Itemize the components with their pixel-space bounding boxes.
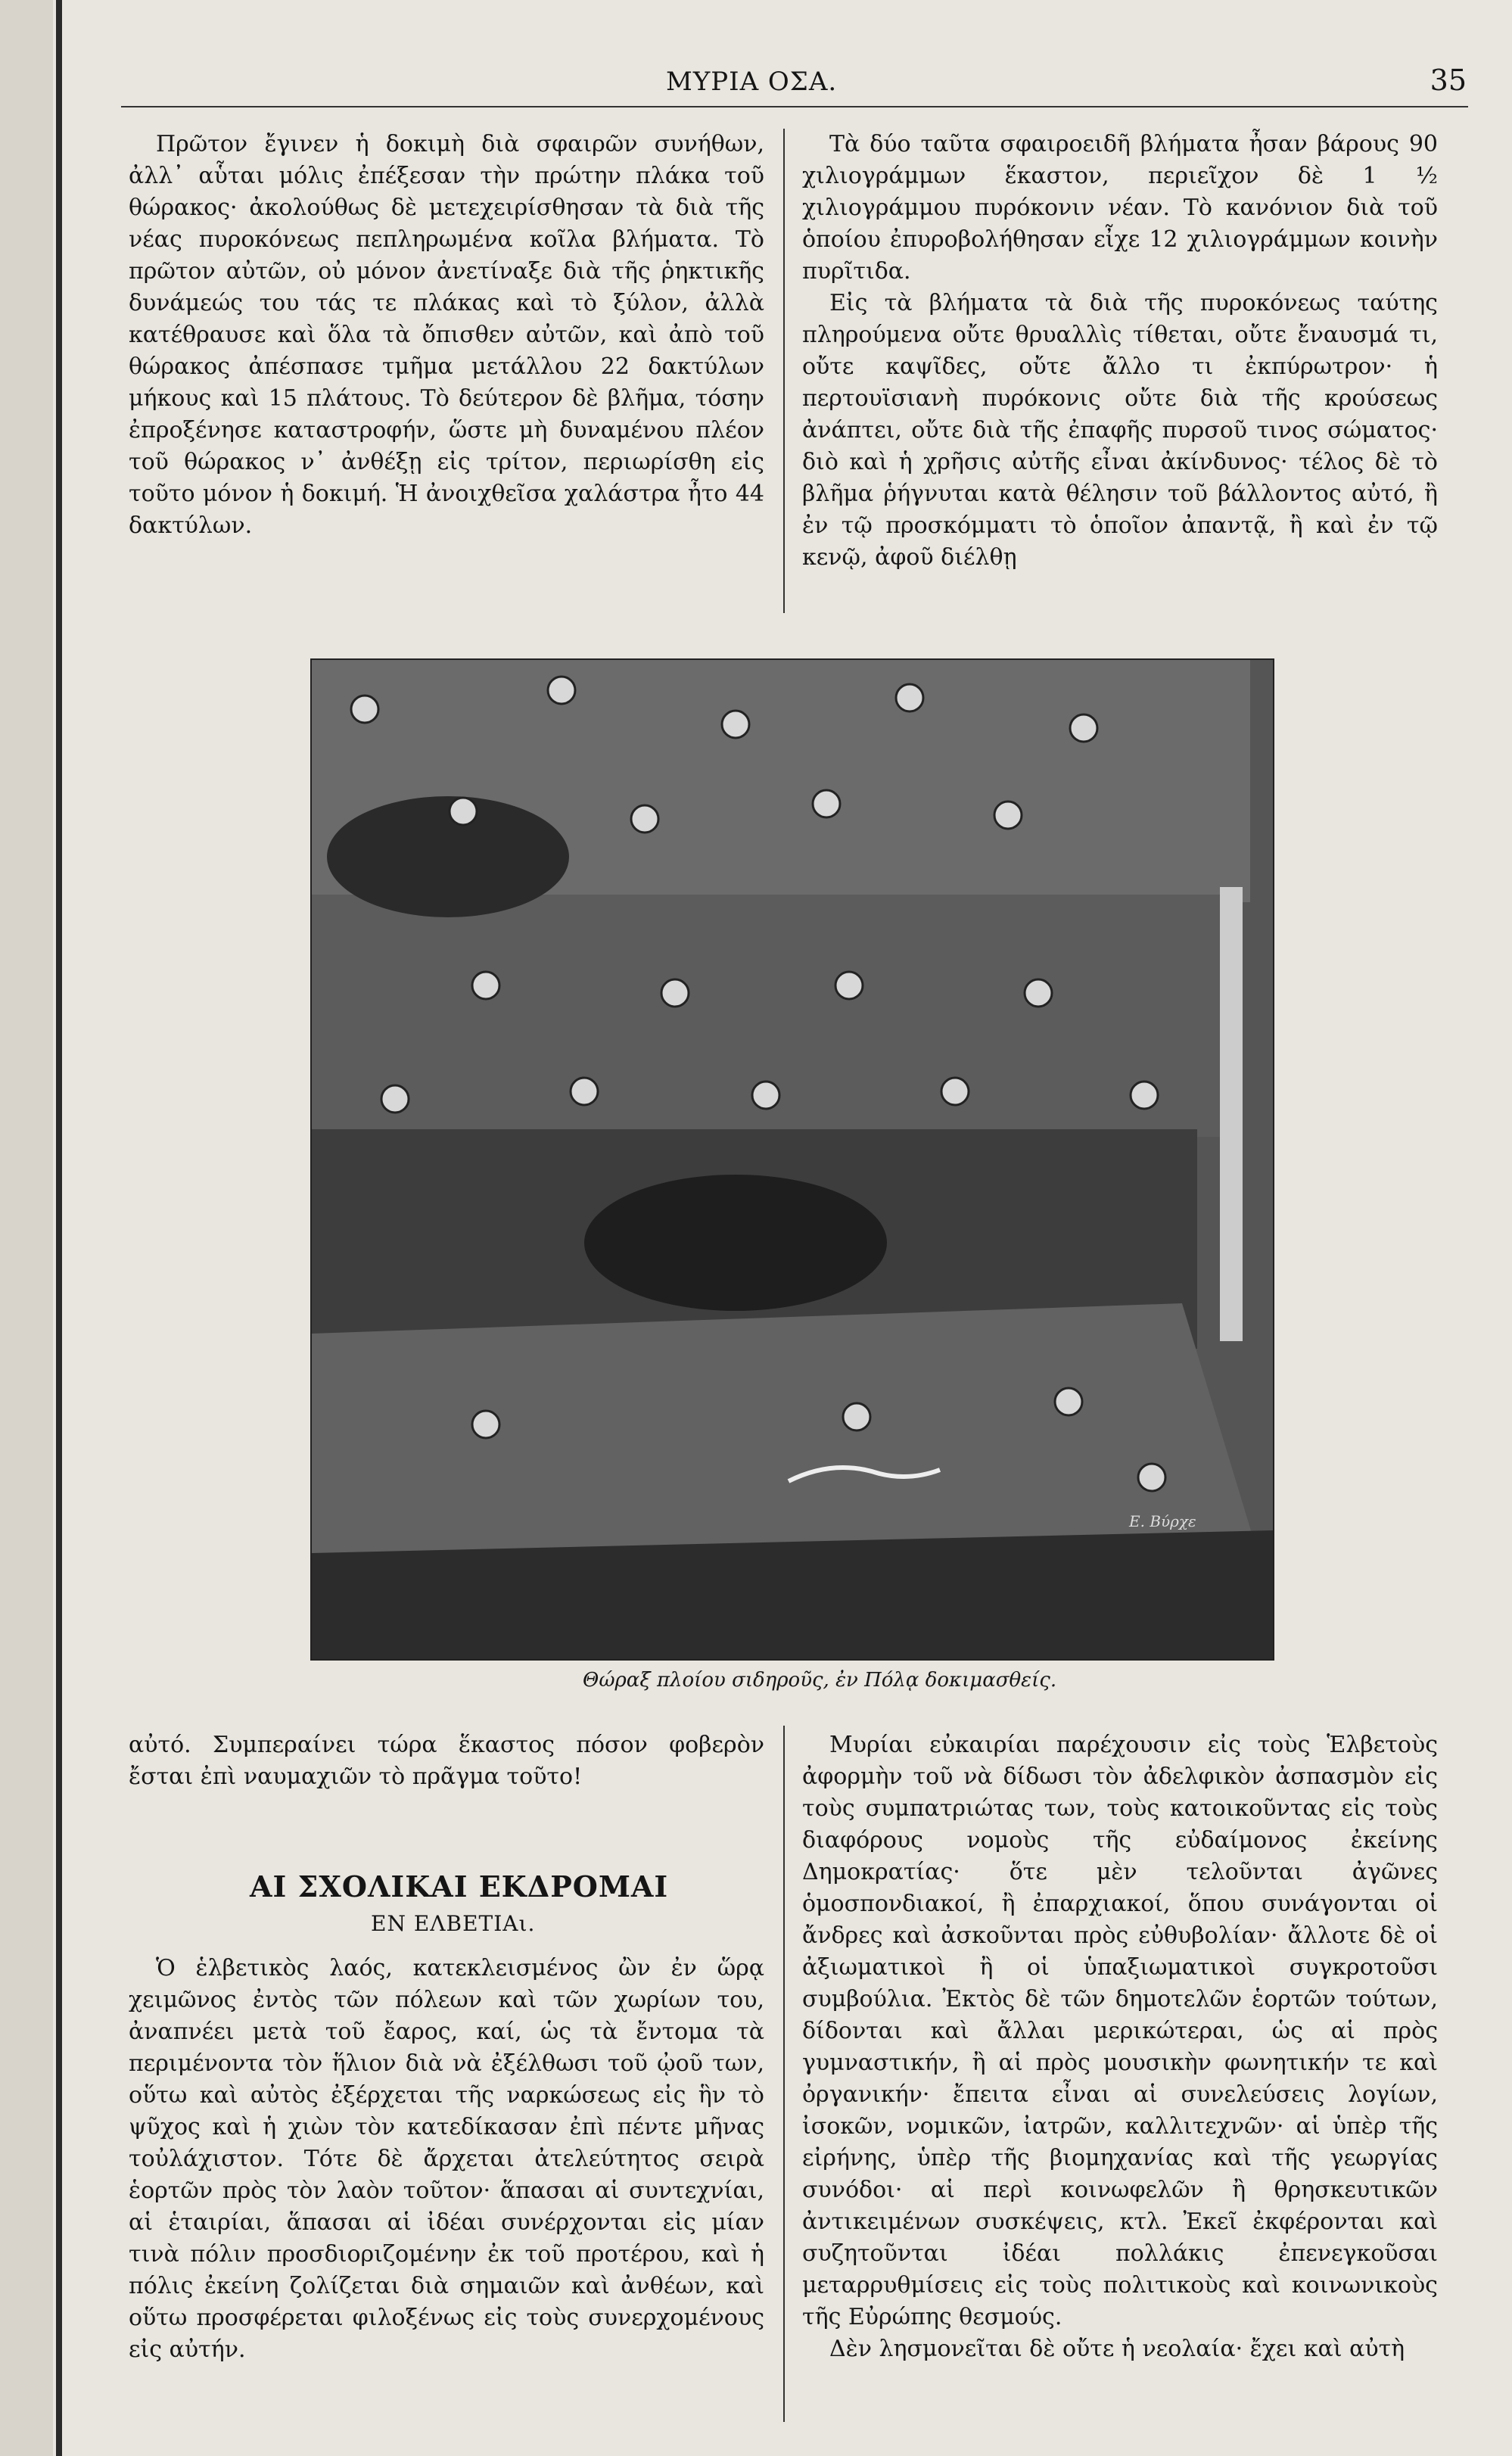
continuation-text: αὐτό. Συμπεραίνει τώρα ἕκαστος πόσον φοβερὸν ἔσται ἐπὶ ναυμαχιῶν τὸ πρᾶγμα τοῦτο! [129, 1732, 764, 1790]
broken-timber [312, 1530, 1273, 1659]
top-right-column [802, 129, 1438, 574]
article-title: ΑΙ ΣΧΟΛΙΚΑΙ ΕΚΔΡΟΜΑΙ [250, 1869, 669, 1903]
armor-plate-illustration [310, 658, 1274, 1661]
armor-plate-broken [312, 1303, 1258, 1568]
top-left-column [129, 129, 764, 542]
top-right-paragraph-2: Εἰς τὰ βλήματα τὰ διὰ τῆς πυροκόνεως ταύτης πληρούμενα οὔτε θρυαλλὶς τίθεται, οὔτε ἔναυσμά τι, οὔτε καψῖδες, οὔτε ἄλλο τι ἐκπύρωτρον· ἡ περτουϊσιανὴ πυρόκονις οὔτε διὰ τῆς κρούσεως ἀνάπτει, οὔτε διὰ τῆς ἐπαφῆς πυρσοῦ τινος σώματος· διὸ καὶ ἡ χρῆσις αὐτῆς εἶναι ἀκίνδυνος· τέλος δὲ τὸ βλῆμα ῥήγνυται κατὰ θέλησιν τοῦ βάλλοντος αὐτό, ἢ ἐν τῷ προσκόμματι τὸ ὁποῖον ἀπαντᾷ, ἢ καὶ ἐν τῷ κενῷ, ἀφοῦ διέλθῃ [802, 290, 1438, 571]
article-right-paragraph-2: Δὲν λησμονεῖται δὲ οὔτε ἡ νεολαία· ἔχει καὶ αὐτὴ [829, 2336, 1405, 2362]
figure-caption: Θώραξ πλοίου σιδηροῦς, ἐν Πόλᾳ δοκιμασθείς. [583, 1669, 1057, 1692]
top-left-paragraph: Πρῶτον ἔγινεν ἡ δοκιμὴ διὰ σφαιρῶν συνήθων, ἀλλ᾽ αὗται μόλις ἐπέξεσαν τὴν πρώτην πλάκα τοῦ θώρακος· ἀκολούθως δὲ μετεχειρίσθησαν τὰ διὰ τῆς νέας πυροκόνεως πεπληρωμένα κοῖλα βλήματα. Τὸ πρῶτον αὐτῶν, οὐ μόνον ἀνετίναξε διὰ τῆς ῥηκτικῆς δυνάμεώς του τάς τε πλάκας καὶ τὸ ξύλον, ἀλλὰ κατέθραυσε καὶ ὅλα τὰ ὄπισθεν αὐτῶν, καὶ ἀπὸ τοῦ θώρακος ἀπέσπασε τμῆμα μετάλλου 22 δακτύλων μήκους καὶ 15 πλάτους. Τὸ δεύτερον δὲ βλῆμα, τόσην ἐπροξένησε καταστροφήν, ὥστε μὴ δυναμένου πλέον τοῦ θώρακος ν᾽ ἀνθέξῃ εἰς τρίτον, περιωρίσθη εἰς τοῦτο μόνον ἡ δοκιμή. Ἡ ἀνοιχθεῖσα χαλάστρα ἦτο 44 δακτύλων. [129, 131, 764, 539]
scorch-mark [327, 796, 569, 917]
gutter-rule [56, 0, 62, 2456]
column-rule-top [783, 129, 785, 613]
article-left-paragraph: Ὁ ἑλβετικὸς λαός, κατεκλεισμένος ὢν ἐν ὥρᾳ χειμῶνος ἐντὸς τῶν πόλεων καὶ τῶν χωρίων του, ἀναπνέει μετὰ τοῦ ἔαρος, καί, ὡς τὰ ἔντομα τὰ περιμένοντα τὸν ἥλιον διὰ νὰ ἐξέλθωσι τοῦ ᾠοῦ των, οὕτω καὶ αὐτὸς ἐξέρχεται τῆς ναρκώσεως εἰς ἣν τὸ ψῦχος καὶ ἡ χιὼν τὸν κατεδίκασαν ἐπὶ πέντε μῆνας τοὐλάχιστον. Τότε δὲ ἄρχεται ἀτελεύτητος σειρὰ ἑορτῶν πρὸς τὸν λαὸν τοῦτον· ἅπασαι αἱ συντεχνίαι, αἱ ἑταιρίαι, ἅπασαι αἱ ἰδέαι συνέρχονται εἰς μίαν τινὰ πόλιν προσδιοριζομένην ἐκ τοῦ προτέρου, καὶ ἡ πόλις ἐκείνη ζολίζεται διὰ σημαιῶν καὶ ἀνθέων, καὶ οὕτω προσφέρεται φιλοξένως εἰς τοὺς συνερχομένους εἰς αὐτήν. [129, 1955, 764, 2363]
article-left-column [129, 1953, 764, 2366]
page [68, 0, 1512, 2456]
page-number: 35 [1430, 64, 1467, 97]
article-right-column [802, 1729, 1438, 2365]
column-rule-bottom [783, 1726, 785, 2422]
top-right-paragraph-1: Τὰ δύο ταῦτα σφαιροειδῆ βλήματα ἦσαν βάρους 90 χιλιογράμμων ἕκαστον, περιεῖχον δὲ 1 ½ χιλιογράμμου πυρόκονιν νέαν. Τὸ κανόνιον διὰ τοῦ ὁποίου ἐπυροβολήθησαν εἶχε 12 χιλιογράμμων κοινὴν πυρῖτιδα. [802, 131, 1438, 285]
shell-damage-area [584, 1175, 887, 1311]
page-header-title: ΜΥΡΙΑ ΟΣΑ. [666, 67, 838, 97]
binding-gutter [0, 0, 53, 2456]
armor-plate-drawing [312, 660, 1273, 1659]
article-right-paragraph-1: Μυρίαι εὐκαιρίαι παρέχουσιν εἰς τοὺς Ἑλβετοὺς ἀφορμὴν τοῦ νὰ δίδωσι τὸν ἀδελφικὸν ἀσπασμὸν εἰς τοὺς συμπατριώτας των, τοὺς κατοικοῦντας εἰς τοὺς διαφόρους νομοὺς τῆς εὐδαίμονος ἐκείνης Δημοκρατίας· ὅτε μὲν τελοῦνται ἀγῶνες ὁμοσπονδιακοί, ἢ ἐπαρχιακοί, ὅπου συνάγονται οἱ ἄνδρες καὶ ἀσκοῦνται πρὸς εὐθυβολίαν· ἄλλοτε δὲ οἱ ἀξιωματικοὶ ἢ οἱ ὑπαξιωματικοὶ συγκροτοῦσι συμβούλια. Ἐκτὸς δὲ τῶν δημοτελῶν ἑορτῶν τούτων, δίδονται καὶ ἄλλαι μερικώτεραι, ὡς αἱ πρὸς γυμναστικήν, ἢ αἱ πρὸς μουσικὴν φωνητικήν τε καὶ ὀργανικήν· ἔπειτα εἶναι αἱ συνελεύσεις λογίων, ἰσοκῶν, νομικῶν, ἰατρῶν, καλλιτεχνῶν· αἱ ὑπὲρ τῆς εἰρήνης, ὑπὲρ τῆς βιομηχανίας καὶ τῆς γεωργίας συνόδοι· αἱ περὶ κοινωφελῶν ἢ θρησκευτικῶν ἀντικειμένων συσκέψεις, κτλ. Ἐκεῖ ἐκφέρονται καὶ συζητοῦνται ἰδέαι πολλάκις ἐπενεγκοῦσαι μεταρρυθμίσεις εἰς τοὺς πολιτικοὺς καὶ κοινωνικοὺς τῆς Εὐρώπης θεσμούς. [802, 1732, 1438, 2330]
article-subtitle: ΕΝ ΕΛΒΕΤΙΑι. [371, 1911, 536, 1936]
continuation-paragraph [129, 1729, 764, 1793]
engraver-signature: E. Βύρχε [1129, 1512, 1196, 1530]
header-rule [121, 106, 1468, 107]
plate-edge [1220, 887, 1243, 1341]
